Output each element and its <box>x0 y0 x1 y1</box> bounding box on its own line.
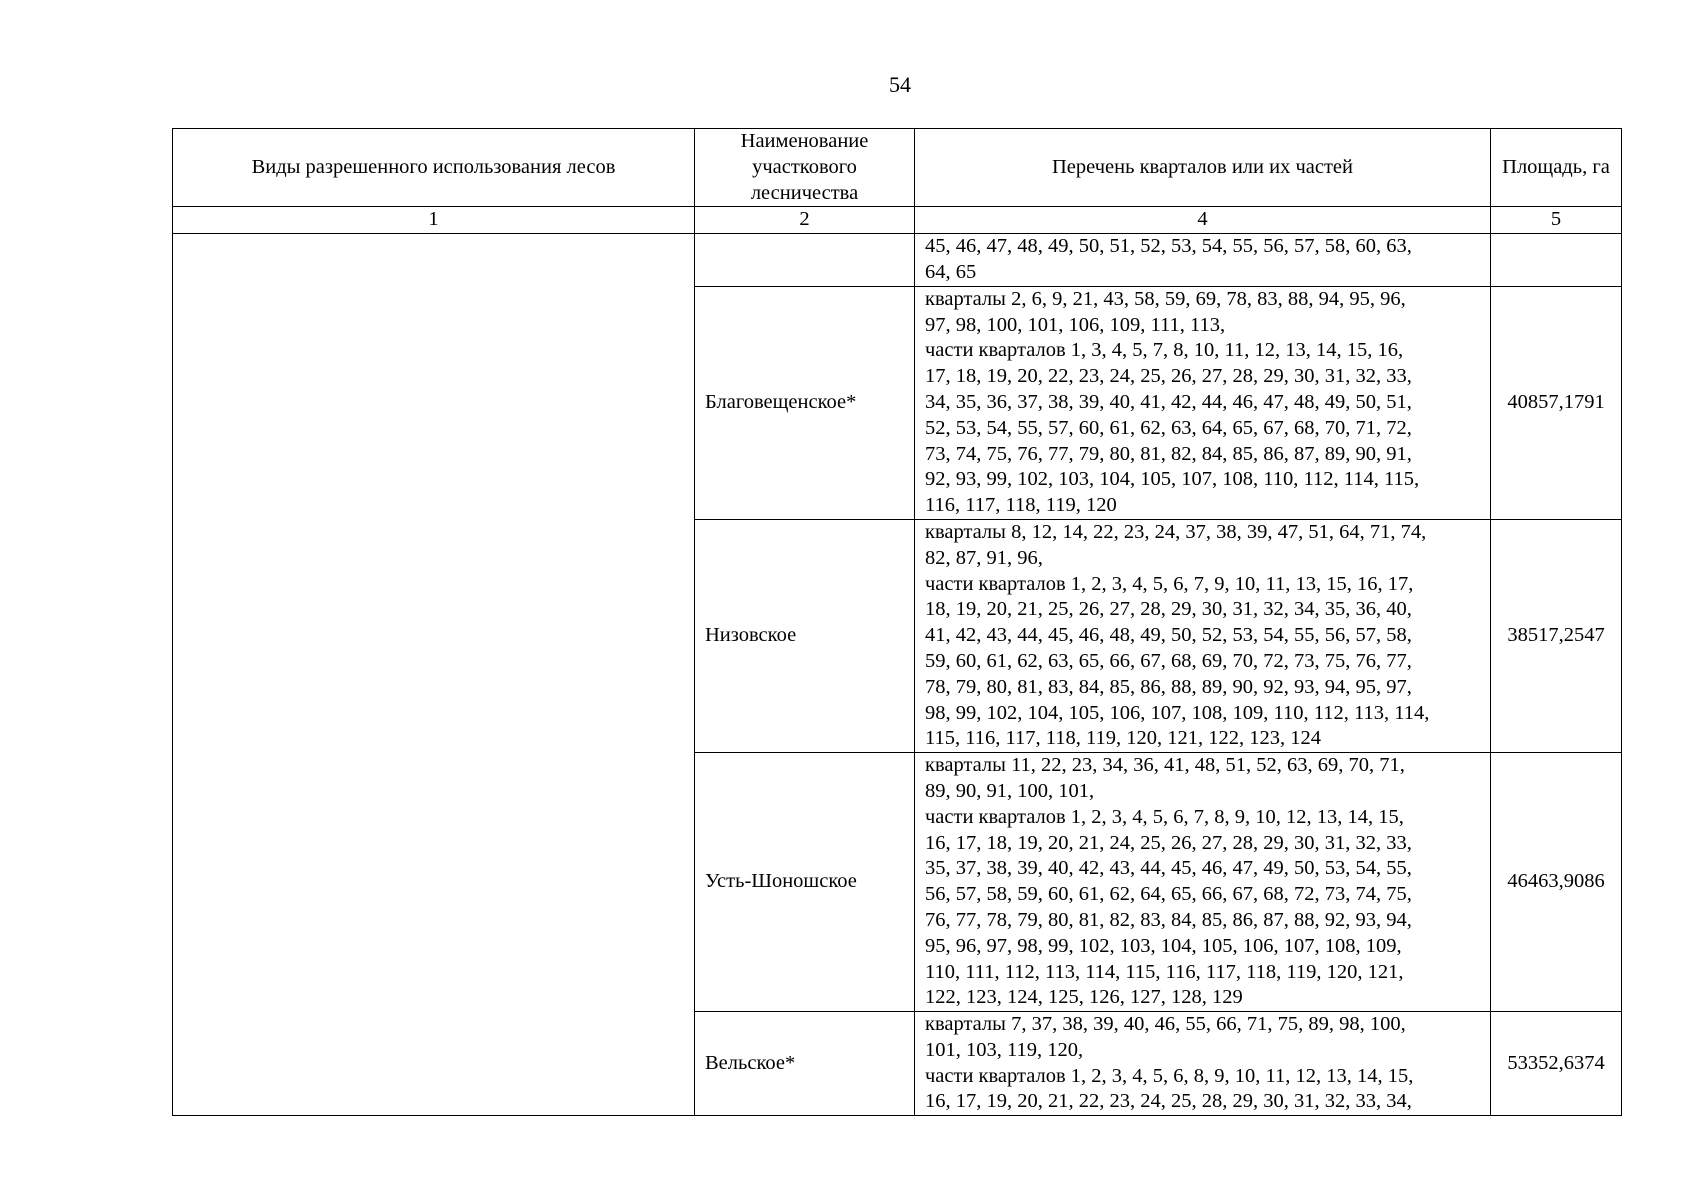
page-number: 54 <box>889 72 911 97</box>
header-area: Площадь, га <box>1491 129 1622 207</box>
quarters-line: 116, 117, 118, 119, 120 <box>925 494 1117 517</box>
header-quarters-list: Перечень кварталов или их частей <box>915 129 1491 207</box>
quarters-list-cell <box>915 753 1491 1012</box>
quarters-line: 45, 46, 47, 48, 49, 50, 51, 52, 53, 54, 55, 56, 57, 58, 60, 63, <box>925 235 1412 258</box>
quarters-line: 41, 42, 43, 44, 45, 46, 48, 49, 50, 52, 53, 54, 55, 56, 57, 58, <box>925 624 1412 647</box>
quarters-line: 56, 57, 58, 59, 60, 61, 62, 64, 65, 66, 67, 68, 72, 73, 74, 75, <box>925 883 1412 906</box>
quarters-line: 110, 111, 112, 113, 114, 115, 116, 117, 118, 119, 120, 121, <box>925 960 1404 983</box>
area-cell <box>1491 234 1622 287</box>
column-number-4: 4 <box>915 207 1491 234</box>
forestry-name-cell: Вельское* <box>695 1012 915 1116</box>
quarters-line: части кварталов 1, 3, 4, 5, 7, 8, 10, 11, 12, 13, 14, 15, 16, <box>925 339 1404 362</box>
quarters-line: 73, 74, 75, 76, 77, 79, 80, 81, 82, 84, 85, 86, 87, 89, 90, 91, <box>925 442 1412 465</box>
quarters-line: кварталы 8, 12, 14, 22, 23, 24, 37, 38, 39, 47, 51, 64, 71, 74, <box>925 520 1427 543</box>
forestry-name-cell: Усть-Шоношское <box>695 753 915 1012</box>
quarters-line: части кварталов 1, 2, 3, 4, 5, 6, 7, 9, 10, 11, 13, 15, 16, 17, <box>925 572 1414 595</box>
column-number-row <box>173 207 1622 234</box>
table-header-row <box>173 129 1622 207</box>
header-forestry-name: Наименование участкового лесничества <box>695 129 915 207</box>
quarters-list-cell <box>915 234 1491 287</box>
quarters-line: 76, 77, 78, 79, 80, 81, 82, 83, 84, 85, 86, 87, 88, 92, 93, 94, <box>925 908 1412 931</box>
quarters-line: 16, 17, 18, 19, 20, 21, 24, 25, 26, 27, 28, 29, 30, 31, 32, 33, <box>925 831 1412 854</box>
quarters-line: кварталы 11, 22, 23, 34, 36, 41, 48, 51, 52, 63, 69, 70, 71, <box>925 754 1405 777</box>
quarters-line: 52, 53, 54, 55, 57, 60, 61, 62, 63, 64, 65, 67, 68, 70, 71, 72, <box>925 416 1412 439</box>
quarters-line: 64, 65 <box>925 260 977 283</box>
quarters-line: 59, 60, 61, 62, 63, 65, 66, 67, 68, 69, 70, 72, 73, 75, 76, 77, <box>925 649 1412 672</box>
quarters-line: кварталы 7, 37, 38, 39, 40, 46, 55, 66, 71, 75, 89, 98, 100, <box>925 1013 1406 1036</box>
quarters-list-cell <box>915 286 1491 519</box>
quarters-line: 34, 35, 36, 37, 38, 39, 40, 41, 42, 44, 46, 47, 48, 49, 50, 51, <box>925 390 1412 413</box>
quarters-list-cell <box>915 1012 1491 1116</box>
area-cell: 46463,9086 <box>1491 753 1622 1012</box>
quarters-line: кварталы 2, 6, 9, 21, 43, 58, 59, 69, 78, 83, 88, 94, 95, 96, <box>925 287 1406 310</box>
quarters-list-cell <box>915 519 1491 752</box>
column-number-5: 5 <box>1491 207 1622 234</box>
forest-use-type-cell <box>173 234 695 1116</box>
quarters-line: 82, 87, 91, 96, <box>925 546 1043 569</box>
column-number-1: 1 <box>173 207 695 234</box>
quarters-line: 89, 90, 91, 100, 101, <box>925 779 1095 802</box>
quarters-line: 122, 123, 124, 125, 126, 127, 128, 129 <box>925 986 1243 1009</box>
quarters-line: 97, 98, 100, 101, 106, 109, 111, 113, <box>925 313 1226 336</box>
quarters-line: 78, 79, 80, 81, 83, 84, 85, 86, 88, 89, 90, 92, 93, 94, 95, 97, <box>925 675 1412 698</box>
quarters-line: 35, 37, 38, 39, 40, 42, 43, 44, 45, 46, 47, 49, 50, 53, 54, 55, <box>925 857 1412 880</box>
area-cell: 53352,6374 <box>1491 1012 1622 1116</box>
quarters-line: 101, 103, 119, 120, <box>925 1038 1084 1061</box>
table-row <box>173 234 1622 287</box>
area-cell: 40857,1791 <box>1491 286 1622 519</box>
quarters-line: 115, 116, 117, 118, 119, 120, 121, 122, 123, 124 <box>925 727 1321 750</box>
forestry-name-cell: Низовское <box>695 519 915 752</box>
forest-use-table <box>172 128 1622 1116</box>
quarters-line: 18, 19, 20, 21, 25, 26, 27, 28, 29, 30, 31, 32, 34, 35, 36, 40, <box>925 598 1412 621</box>
header-forest-use-types: Виды разрешенного использования лесов <box>173 129 695 207</box>
column-number-2: 2 <box>695 207 915 234</box>
area-cell: 38517,2547 <box>1491 519 1622 752</box>
quarters-line: 16, 17, 19, 20, 21, 22, 23, 24, 25, 28, 29, 30, 31, 32, 33, 34, <box>925 1090 1412 1113</box>
quarters-line: 98, 99, 102, 104, 105, 106, 107, 108, 109, 110, 112, 113, 114, <box>925 701 1430 724</box>
quarters-line: 95, 96, 97, 98, 99, 102, 103, 104, 105, 106, 107, 108, 109, <box>925 934 1402 957</box>
quarters-line: 92, 93, 99, 102, 103, 104, 105, 107, 108, 110, 112, 114, 115, <box>925 468 1420 491</box>
quarters-line: части кварталов 1, 2, 3, 4, 5, 6, 8, 9, 10, 11, 12, 13, 14, 15, <box>925 1064 1414 1087</box>
quarters-line: 17, 18, 19, 20, 22, 23, 24, 25, 26, 27, 28, 29, 30, 31, 32, 33, <box>925 365 1412 388</box>
forestry-name-cell <box>695 234 915 287</box>
forestry-name-cell: Благовещенское* <box>695 286 915 519</box>
quarters-line: части кварталов 1, 2, 3, 4, 5, 6, 7, 8, 9, 10, 12, 13, 14, 15, <box>925 805 1404 828</box>
